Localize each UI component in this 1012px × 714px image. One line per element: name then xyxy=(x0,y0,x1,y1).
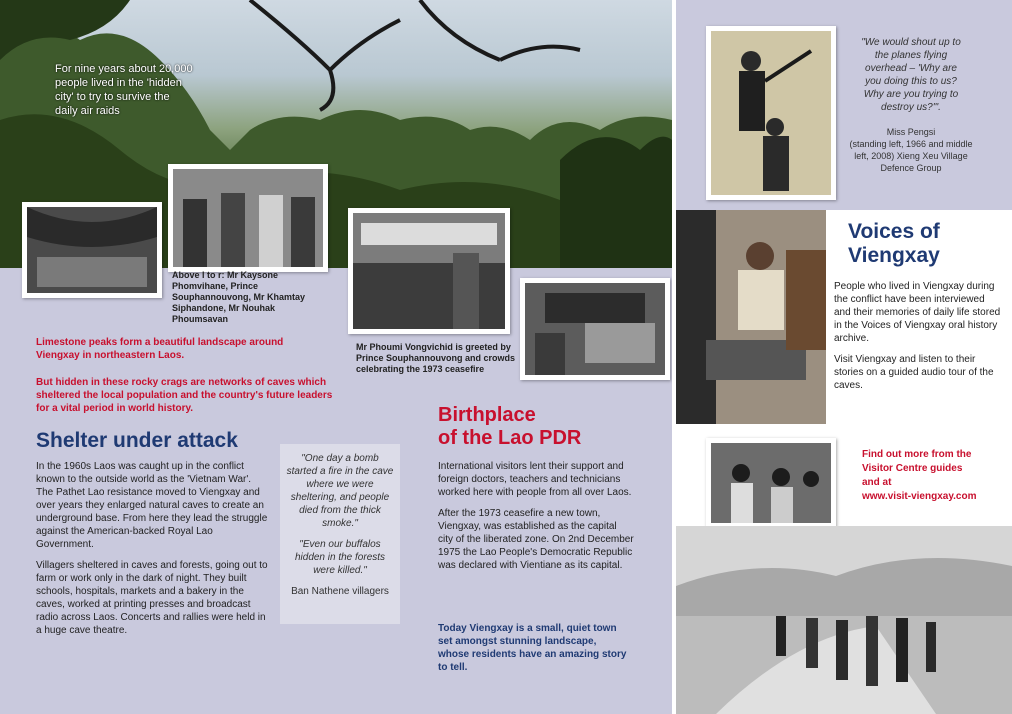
right-panel xyxy=(676,0,1012,714)
find-out-more xyxy=(862,448,1002,504)
birthplace-title-line-2: of the Lao PDR xyxy=(438,427,582,449)
shelter-title: Shelter under attack xyxy=(36,429,238,452)
birthplace-title-line-1: Birthplace xyxy=(438,404,536,426)
hero-caption: For nine years about 20,000 people lived in the 'hidden city' to try to survive the daily air raids xyxy=(55,63,193,117)
shelter-body xyxy=(36,460,268,645)
findout-line-1: Find out more from the xyxy=(862,449,972,460)
shelter-paragraph-2: Villagers sheltered in caves and forests, going out to farm or work only in the dark of night. They built schools, hospitals, markets and a bakery in the caves, worked at printing presses and broadcast radio across Laos. Concerts and rallies were held in a huge cave theatre. xyxy=(36,560,268,636)
voices-title: Voices of Viengxay xyxy=(848,220,940,267)
leaders-photo xyxy=(168,164,328,272)
findout-line-2: Visitor Centre guides xyxy=(862,463,963,474)
voices-body xyxy=(834,280,1004,400)
village-road-image xyxy=(676,526,1012,714)
leaders-image xyxy=(173,169,323,267)
interview-photo xyxy=(676,210,826,424)
villager-quote-box xyxy=(280,444,400,624)
birthplace-closing: Today Viengxay is a small, quiet town set amongst stunning landscape, whose residents have an amazing story to tell. xyxy=(438,623,627,673)
voices-paragraph-1: People who lived in Viengxay during the conflict have been interviewed and their memories of daily life stored in the Voices of Viengxay oral history archive. xyxy=(834,281,1001,344)
birthplace-body xyxy=(438,460,634,580)
pengsi-detail: (standing left, 1966 and middle left, 2008) Xieng Xeu Village Defence Group xyxy=(849,139,973,173)
birthplace-title xyxy=(438,404,581,450)
ceasefire-crowd-photo xyxy=(348,208,510,334)
quote-buffalos: "Even our buffalos hidden in the forests were killed." xyxy=(294,539,386,576)
village-road-photo xyxy=(676,526,1012,714)
website-link[interactable]: www.visit-viengxay.com xyxy=(862,491,977,502)
pengsi-attribution xyxy=(846,126,976,174)
findout-line-3: and at xyxy=(862,477,892,488)
miss-pengsi-photo xyxy=(706,26,836,200)
women-image xyxy=(711,443,831,523)
pengsi-quote: "We would shout up to the planes flying overhead – 'Why are you doing this to us? Why are you trying to destroy us?'". xyxy=(861,37,961,113)
printing-press-photo xyxy=(520,278,670,380)
cave-theatre-photo xyxy=(22,202,162,298)
interview-image xyxy=(676,210,826,424)
leaders-caption: Above l to r: Mr Kaysone Phomvihane, Prince Souphannouvong, Mr Khamtay Siphandone, Mr Nouhak Phoumsavan xyxy=(172,270,306,324)
miss-pengsi-image xyxy=(711,31,831,195)
pengsi-name: Miss Pengsi xyxy=(886,127,936,137)
ceasefire-caption: Mr Phoumi Vongvichid is greeted by Prince Souphannouvong and crowds celebrating the 1973 ceasefire xyxy=(356,342,516,374)
intro-line-1: Limestone peaks form a beautiful landscape around Viengxay in northeastern Laos. xyxy=(36,337,284,361)
intro-line-2: But hidden in these rocky crags are networks of caves which sheltered the local population and the country's future leaders for a vital period in world history. xyxy=(36,377,333,414)
cave-theatre-image xyxy=(27,207,157,293)
shelter-paragraph-1: In the 1960s Laos was caught up in the conflict known to the outside world as the 'Vietnam War'. The Pathet Lao resistance moved to Viengxay and over years they enlarged natural caves to create an underground base. From here they lead the struggle against the American-backed Royal Lao Government. xyxy=(36,461,268,550)
quote-bomb: "One day a bomb started a fire in the cave where we were sheltering, and people died from the thick smoke." xyxy=(286,453,394,529)
ceasefire-image xyxy=(353,213,505,329)
birthplace-paragraph-2: After the 1973 ceasefire a new town, Viengxay, was established as the capital city of the liberated zone. On 2nd December 1975 the Lao People's Democratic Republic was declared with Vientiane as its capital. xyxy=(438,508,634,571)
printing-press-image xyxy=(525,283,665,375)
quote-attribution: Ban Nathene villagers xyxy=(291,586,389,597)
voices-paragraph-2: Visit Viengxay and listen to their stories on a guided audio tour of the caves. xyxy=(834,354,994,391)
birthplace-paragraph-1: International visitors lent their support and foreign doctors, teachers and technicians worked here with people from all over Laos. xyxy=(438,461,632,498)
women-photo xyxy=(706,438,836,528)
